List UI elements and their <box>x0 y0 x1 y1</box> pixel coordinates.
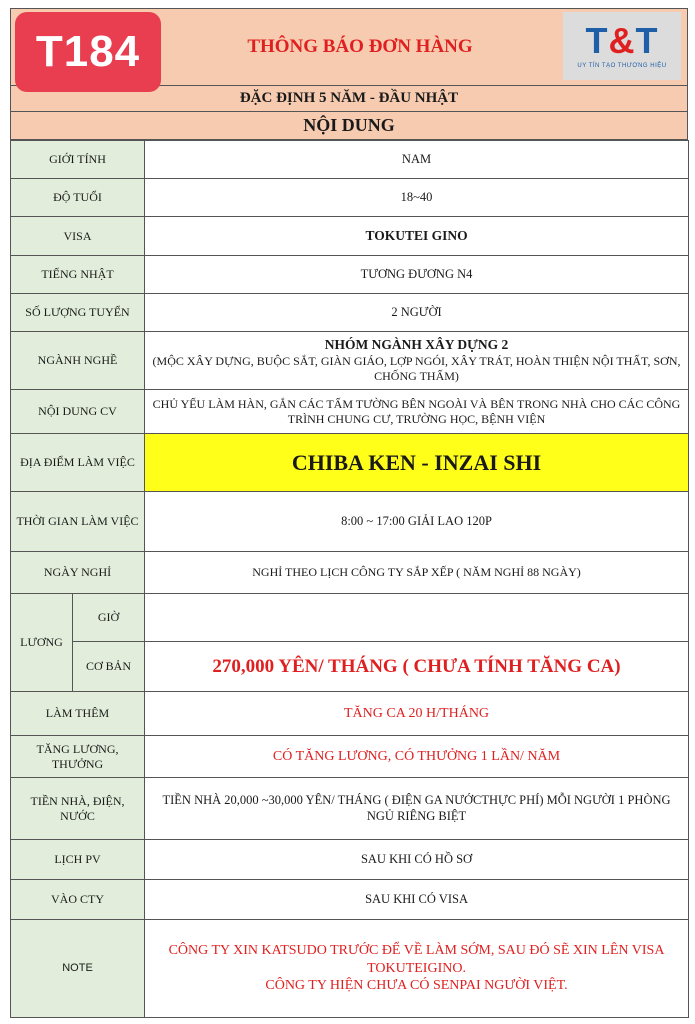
table-row <box>11 920 689 1018</box>
section-title: NỘI DUNG <box>10 112 688 140</box>
subheader: ĐẶC ĐỊNH 5 NĂM - ĐẦU NHẬT <box>10 86 688 112</box>
japanese-value: TƯƠNG ĐƯƠNG N4 <box>145 256 689 294</box>
raise-label: TĂNG LƯƠNG, THƯỞNG <box>11 736 145 778</box>
table-row <box>11 294 689 332</box>
location-label: ĐỊA ĐIỂM LÀM VIỆC <box>11 434 145 492</box>
hours-value: 8:00 ~ 17:00 GIẢI LAO 120P <box>145 492 689 552</box>
industry-label: NGÀNH NGHỀ <box>11 332 145 390</box>
salary-label: LƯƠNG <box>11 594 73 692</box>
logo-tagline: UY TÍN TẠO THƯƠNG HIỆU <box>577 63 667 69</box>
holidays-label: NGÀY NGHỈ <box>11 552 145 594</box>
overtime-label: LÀM THÊM <box>11 692 145 736</box>
salary-base-label: CƠ BẢN <box>73 642 145 692</box>
hours-label: THỜI GIAN LÀM VIỆC <box>11 492 145 552</box>
housing-value: TIỀN NHÀ 20,000 ~30,000 YÊN/ THÁNG ( ĐIỆN GA NƯỚCTHỰC PHÍ) MỖI NGƯỜI 1 PHÒNG NGỦ RIÊNG BIỆT <box>145 778 689 840</box>
quantity-label: SỐ LƯỢNG TUYỂN <box>11 294 145 332</box>
table-row <box>11 256 689 294</box>
gender-label: GIỚI TÍNH <box>11 141 145 179</box>
industry-title: NHÓM NGÀNH XÂY DỰNG 2 <box>324 337 509 353</box>
table-row <box>11 736 689 778</box>
visa-value: TOKUTEI GINO <box>145 217 689 256</box>
industry-value <box>145 332 689 390</box>
table-row <box>11 217 689 256</box>
note-line-2: CÔNG TY HIỆN CHƯA CÓ SENPAI NGƯỜI VIỆT. <box>265 978 568 994</box>
table-row <box>11 552 689 594</box>
company-logo <box>563 12 681 80</box>
table-row <box>11 434 689 492</box>
raise-value: CÓ TĂNG LƯƠNG, CÓ THƯỞNG 1 LẦN/ NĂM <box>145 736 689 778</box>
salary-base-value: 270,000 YÊN/ THÁNG ( CHƯA TÍNH TĂNG CA) <box>145 642 689 692</box>
location-value: CHIBA KEN - INZAI SHI <box>145 434 689 492</box>
entry-value: SAU KHI CÓ VISA <box>145 880 689 920</box>
note-value <box>145 920 689 1018</box>
job-value: CHỦ YẾU LÀM HÀN, GẮN CÁC TẤM TƯỜNG BÊN NGOÀI VÀ BÊN TRONG NHÀ CHO CÁC CÔNG TRÌNH CHUNG CƯ, TRƯỜNG HỌC, BỆNH VIỆN <box>145 390 689 434</box>
table-row <box>11 642 689 692</box>
table-row <box>11 840 689 880</box>
table-row <box>11 778 689 840</box>
interview-value: SAU KHI CÓ HỒ SƠ <box>145 840 689 880</box>
housing-label: TIỀN NHÀ, ĐIỆN, NƯỚC <box>11 778 145 840</box>
interview-label: LỊCH PV <box>11 840 145 880</box>
details-table <box>10 140 689 1018</box>
table-row <box>11 390 689 434</box>
job-notice-sheet <box>10 8 688 1018</box>
table-row <box>11 492 689 552</box>
logo-text: T&T <box>585 20 659 61</box>
age-label: ĐỘ TUỔI <box>11 179 145 217</box>
order-code-badge: T184 <box>15 12 161 92</box>
quantity-value: 2 NGƯỜI <box>145 294 689 332</box>
header <box>10 8 688 86</box>
industry-detail: (MỘC XÂY DỰNG, BUỘC SẮT, GIÀN GIÁO, LỢP NGÓI, XÂY TRÁT, HOÀN THIỆN NỘI THẤT, SƠN, CHỐNG THẤM) <box>152 353 681 383</box>
page-title: THÔNG BÁO ĐƠN HÀNG <box>247 36 473 57</box>
visa-label: VISA <box>11 217 145 256</box>
japanese-label: TIẾNG NHẬT <box>11 256 145 294</box>
table-row <box>11 880 689 920</box>
table-row <box>11 332 689 390</box>
table-row <box>11 141 689 179</box>
table-row <box>11 179 689 217</box>
age-value: 18~40 <box>145 179 689 217</box>
note-line-1: CÔNG TY XIN KATSUDO TRƯỚC ĐỂ VỀ LÀM SỚM, SAU ĐÓ SẼ XIN LÊN VISA TOKUTEIGINO. <box>168 943 665 976</box>
note-label: NOTE <box>11 920 145 1018</box>
salary-hour-value <box>145 594 689 642</box>
table-row <box>11 594 689 642</box>
overtime-value: TĂNG CA 20 H/THÁNG <box>145 692 689 736</box>
table-row <box>11 692 689 736</box>
salary-hour-label: GIỜ <box>73 594 145 642</box>
entry-label: VÀO CTY <box>11 880 145 920</box>
logo-ampersand: & <box>608 20 636 61</box>
holidays-value: NGHỈ THEO LỊCH CÔNG TY SẮP XẾP ( NĂM NGHỈ 88 NGÀY) <box>145 552 689 594</box>
job-label: NỘI DUNG CV <box>11 390 145 434</box>
gender-value: NAM <box>145 141 689 179</box>
